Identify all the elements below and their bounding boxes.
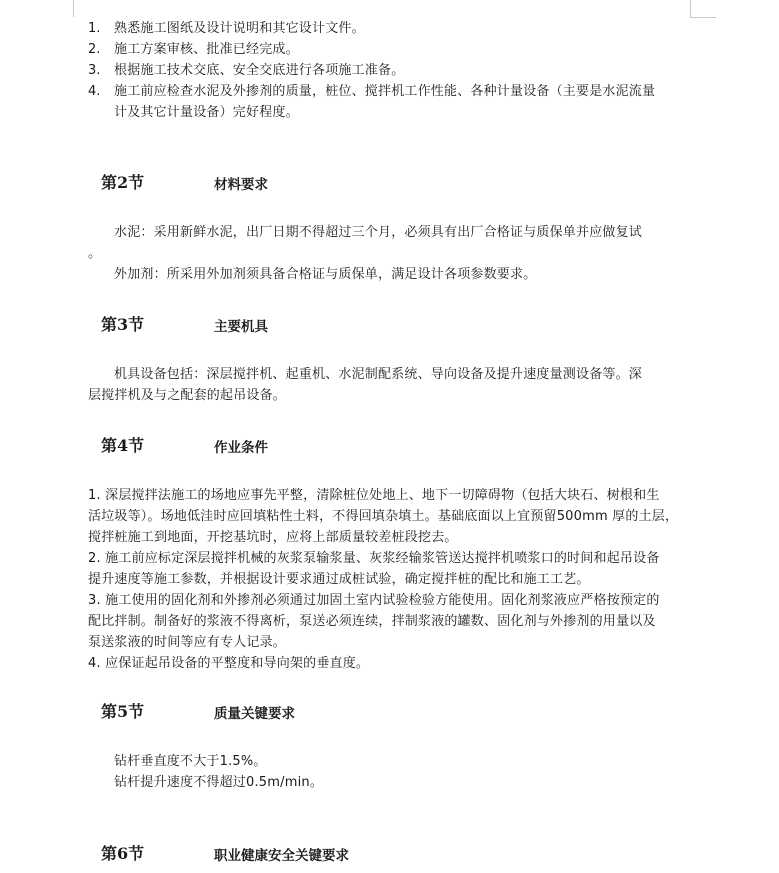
list-number: 2. [88,42,101,57]
paragraph-line: 搅拌桩施工到地面，开挖基坑时，应将上部质量较差桩段挖去。 [88,530,458,545]
list-number: 1. [88,21,101,36]
section-title: 材料要求 [214,177,268,193]
paragraph-line: 水泥：采用新鲜水泥，出厂日期不得超过三个月，必须具有出厂合格证与质保单并应做复试 [114,225,643,240]
paragraph-line: 钻杆垂直度不大于1.5%。 [114,754,267,769]
margin-corner-mark [690,17,716,18]
section-title: 作业条件 [214,440,268,456]
section-number: 第6节 [101,844,145,863]
section-title: 主要机具 [214,319,268,335]
paragraph-line: 外加剂：所采用外加剂须具备合格证与质保单，满足设计各项参数要求。 [114,267,537,282]
list-number: 4. [88,84,101,99]
section-title: 质量关键要求 [214,706,295,722]
paragraph-line: 活垃圾等）。场地低洼时应回填粘性土料，不得回填杂填土。基础底面以上宜预留500mm 厚的土层， [88,509,679,524]
paragraph-line: 提升速度等施工参数，并根据设计要求通过成桩试验，确定搅拌桩的配比和施工工艺。 [88,572,590,587]
section-number: 第2节 [101,173,145,192]
list-number: 3. [88,63,101,78]
paragraph-line: 1. 深层搅拌法施工的场地应事先平整，清除桩位处地上、地下一切障碍物（包括大块石、树根和生 [88,488,660,503]
margin-corner-mark [73,0,74,17]
paragraph-line: 3. 施工使用的固化剂和外掺剂必须通过加固土室内试验检验方能使用。固化剂浆液应严格按预定的 [88,593,660,608]
paragraph-line: 层搅拌机及与之配套的起吊设备。 [88,388,287,403]
list-item: 施工方案审核、批准已经完成。 [114,42,299,57]
paragraph-line: 。 [88,246,102,261]
section-number: 第4节 [101,436,145,455]
list-item: 施工前应检查水泥及外掺剂的质量，桩位、搅拌机工作性能、各种计量设备（主要是水泥流量 [114,84,656,99]
paragraph-line: 2. 施工前应标定深层搅拌机械的灰浆泵输浆量、灰浆经输浆管送达搅拌机喷浆口的时间和起吊设备 [88,551,660,566]
paragraph-line: 泵送浆液的时间等应有专人记录。 [88,635,287,650]
margin-corner-mark [690,0,691,17]
section-title: 职业健康安全关键要求 [214,848,349,864]
list-item: 熟悉施工图纸及设计说明和其它设计文件。 [114,21,365,36]
paragraph-line: 4. 应保证起吊设备的平整度和导向架的垂直度。 [88,656,370,671]
paragraph-line: 机具设备包括：深层搅拌机、起重机、水泥制配系统、导向设备及提升速度量测设备等。深 [114,367,643,382]
paragraph-line: 配比拌制。制备好的浆液不得离析，泵送必须连续，拌制浆液的罐数、固化剂与外掺剂的用量以及 [88,614,656,629]
section-number: 第3节 [101,315,145,334]
list-item-continuation: 计及其它计量设备）完好程度。 [114,105,299,120]
list-item: 根据施工技术交底、安全交底进行各项施工准备。 [114,63,405,78]
paragraph-line: 钻杆提升速度不得超过0.5m/min。 [114,775,324,790]
section-number: 第5节 [101,702,145,721]
